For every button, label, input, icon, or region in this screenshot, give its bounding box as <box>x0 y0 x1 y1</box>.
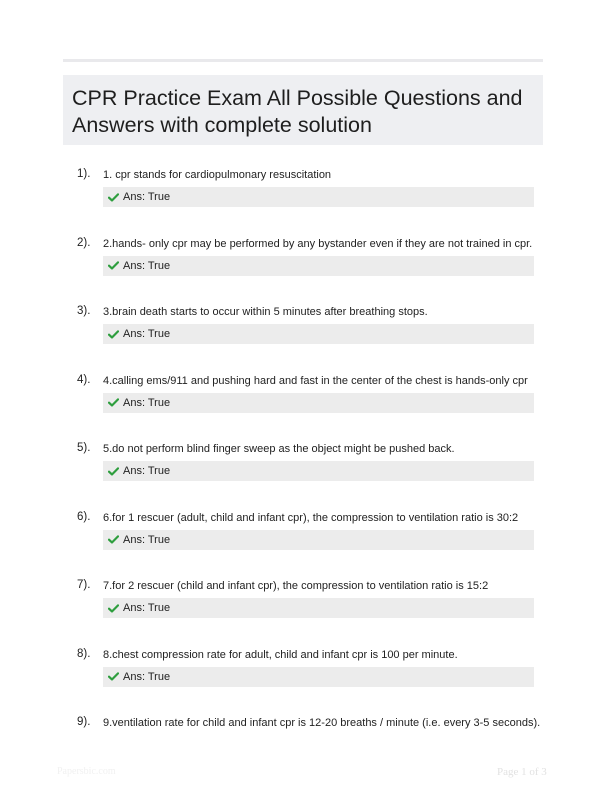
top-divider <box>63 59 543 62</box>
answer-text: Ans: True <box>123 396 171 409</box>
answer-text: Ans: True <box>123 533 171 546</box>
answer-bar <box>103 393 534 413</box>
question-text: 9.ventilation rate for child and infant cpr is 12-20 breaths / minute (i.e. every 3-5 seconds). <box>103 717 541 729</box>
answer-bar <box>103 256 534 276</box>
check-icon <box>108 261 119 270</box>
question-text: 4.calling ems/911 and pushing hard and fast in the center of the chest is hands-only cpr <box>103 374 528 387</box>
check-icon <box>108 193 119 202</box>
answer-bar <box>103 530 534 550</box>
check-icon <box>108 398 119 407</box>
answer-bar <box>103 324 534 344</box>
question-number: 3). <box>77 305 91 317</box>
answer-bar <box>103 667 534 687</box>
question-text: 5.do not perform blind finger sweep as the object might be pushed back. <box>103 443 455 455</box>
question-number: 7). <box>77 579 91 591</box>
check-icon <box>108 672 119 681</box>
answer-text: Ans: True <box>123 328 171 340</box>
question-number: 8). <box>77 647 91 660</box>
answer-text: Ans: True <box>123 191 171 203</box>
question-text: 7.for 2 rescuer (child and infant cpr), the compression to ventilation ratio is 15:2 <box>103 580 489 592</box>
answer-text: Ans: True <box>123 259 171 272</box>
check-icon <box>108 330 119 339</box>
answer-text: Ans: True <box>123 670 171 683</box>
title-box <box>63 75 543 145</box>
question-number: 4). <box>77 373 91 386</box>
question-number: 5). <box>77 442 91 454</box>
footer-watermark: Papersbic.com <box>57 766 116 777</box>
answer-bar <box>103 187 534 207</box>
answer-bar <box>103 598 534 618</box>
document-title: CPR Practice Exam All Possible Questions and Answers with complete solution <box>72 86 523 137</box>
question-text: 3.brain death starts to occur within 5 minutes after breathing stops. <box>103 306 428 318</box>
check-icon <box>108 604 119 613</box>
answer-bar <box>103 461 534 481</box>
question-text: 8.chest compression rate for adult, child and infant cpr is 100 per minute. <box>103 648 458 661</box>
question-text: 1. cpr stands for cardiopulmonary resuscitation <box>103 169 332 181</box>
question-number: 6). <box>77 510 91 523</box>
question-text: 6.for 1 rescuer (adult, child and infant cpr), the compression to ventilation ratio is 30:2 <box>103 511 519 524</box>
question-number: 2). <box>77 236 91 249</box>
answer-text: Ans: True <box>123 602 171 614</box>
question-number: 1). <box>77 168 91 180</box>
question-number: 9). <box>77 716 91 728</box>
check-icon <box>108 535 119 544</box>
page-indicator: Page 1 of 3 <box>497 766 547 778</box>
check-icon <box>108 467 119 476</box>
question-text: 2.hands- only cpr may be performed by any bystander even if they are not trained in cpr. <box>103 237 533 250</box>
answer-text: Ans: True <box>123 465 171 477</box>
